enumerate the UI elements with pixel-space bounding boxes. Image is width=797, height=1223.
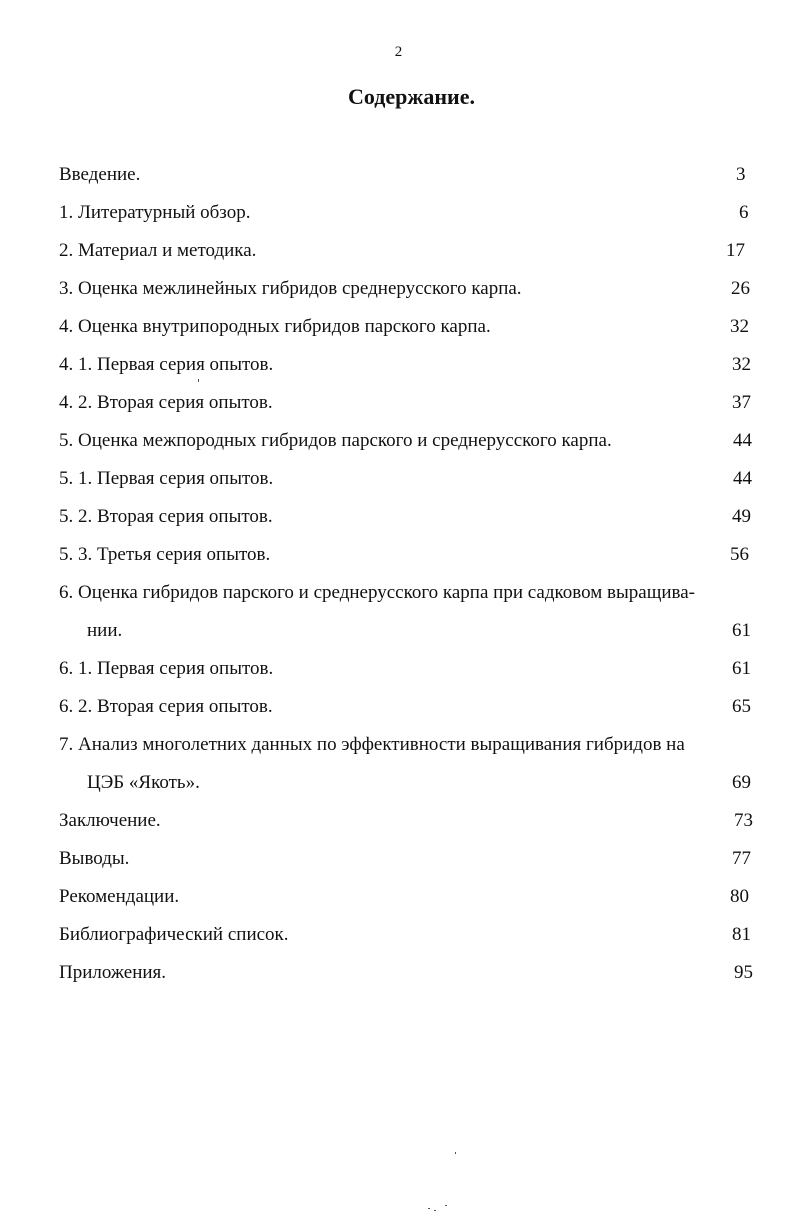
toc-entry-page: 6 [739, 202, 749, 223]
toc-entry-label: 4. 2. Вторая серия опытов. [59, 392, 273, 413]
toc-entry-section-7-continued [59, 770, 759, 808]
toc-entry-label: Заключение. [59, 810, 161, 831]
toc-entry-section-5-1 [59, 466, 759, 504]
toc-entry-recommendations [59, 884, 759, 922]
toc-entry-page: 65 [732, 696, 751, 717]
toc-entry-label: Введение. [59, 164, 141, 185]
toc-entry-page: 95 [734, 962, 753, 983]
toc-entry-label: 6. 2. Вторая серия опытов. [59, 696, 273, 717]
toc-entry-findings [59, 846, 759, 884]
toc-entry-page: 73 [734, 810, 753, 831]
toc-entry-label: Выводы. [59, 848, 130, 869]
table-of-contents [59, 162, 759, 998]
toc-entry-label: 4. 1. Первая серия опытов. [59, 354, 274, 375]
scan-speck [198, 379, 199, 382]
page-title: Содержание. [348, 84, 475, 109]
toc-entry-page: 56 [730, 544, 749, 565]
scan-speck [455, 1152, 456, 1154]
toc-entry-label: Библиографический список. [59, 924, 289, 945]
toc-entry-label: 5. Оценка межпородных гибридов парского и среднерусского карпа. [59, 430, 612, 451]
toc-entry-label: 1. Литературный обзор. [59, 202, 251, 223]
toc-entry-page: 49 [732, 506, 751, 527]
toc-entry-label: 5. 3. Третья серия опытов. [59, 544, 271, 565]
toc-entry-page: 3 [736, 164, 746, 185]
toc-entry-page: 61 [732, 620, 751, 641]
toc-entry-label: 6. Оценка гибридов парского и среднерусского карпа при садковом выращива- [59, 582, 695, 603]
toc-entry-page: 77 [732, 848, 751, 869]
toc-entry-section-4 [59, 314, 759, 352]
toc-entry-label: 6. 1. Первая серия опытов. [59, 658, 274, 679]
toc-entry-page: 44 [733, 468, 752, 489]
toc-entry-section-5-2 [59, 504, 759, 542]
scan-speck [445, 1205, 447, 1206]
toc-entry-section-6-2 [59, 694, 759, 732]
toc-entry-page: 81 [732, 924, 751, 945]
toc-entry-section-4-1 [59, 352, 759, 390]
page-number: 2 [394, 44, 403, 60]
toc-entry-page: 32 [730, 316, 749, 337]
toc-entry-literature-review [59, 200, 759, 238]
toc-entry-label: Приложения. [59, 962, 167, 983]
toc-entry-section-6-1 [59, 656, 759, 694]
toc-entry-label: нии. [87, 620, 123, 641]
toc-entry-section-5 [59, 428, 759, 466]
toc-entry-section-4-2 [59, 390, 759, 428]
toc-entry-section-7 [59, 732, 759, 770]
toc-entry-page: 17 [726, 240, 745, 261]
toc-entry-bibliography [59, 922, 759, 960]
toc-entry-introduction [59, 162, 759, 200]
toc-entry-page: 32 [732, 354, 751, 375]
scan-speck [428, 1208, 430, 1209]
toc-entry-label: 4. Оценка внутрипородных гибридов парского карпа. [59, 316, 491, 337]
toc-entry-materials-methods [59, 238, 759, 276]
toc-entry-page: 80 [730, 886, 749, 907]
toc-entry-label: 3. Оценка межлинейных гибридов среднерусского карпа. [59, 278, 522, 299]
toc-entry-appendices [59, 960, 759, 998]
toc-entry-section-6 [59, 580, 759, 618]
toc-entry-section-5-3 [59, 542, 759, 580]
toc-entry-label: 7. Анализ многолетних данных по эффективности выращивания гибридов на [59, 734, 685, 755]
toc-entry-label: 2. Материал и методика. [59, 240, 257, 261]
toc-entry-label: 5. 1. Первая серия опытов. [59, 468, 274, 489]
toc-entry-label: Рекомендации. [59, 886, 180, 907]
toc-entry-page: 61 [732, 658, 751, 679]
toc-entry-section-3 [59, 276, 759, 314]
toc-entry-page: 69 [732, 772, 751, 793]
toc-entry-page: 37 [732, 392, 751, 413]
toc-entry-page: 44 [733, 430, 752, 451]
toc-entry-label: ЦЭБ «Якоть». [87, 772, 200, 793]
toc-entry-page: 26 [731, 278, 750, 299]
toc-entry-conclusion [59, 808, 759, 846]
scan-speck [434, 1210, 436, 1211]
toc-entry-label: 5. 2. Вторая серия опытов. [59, 506, 273, 527]
toc-entry-section-6-continued [59, 618, 759, 656]
